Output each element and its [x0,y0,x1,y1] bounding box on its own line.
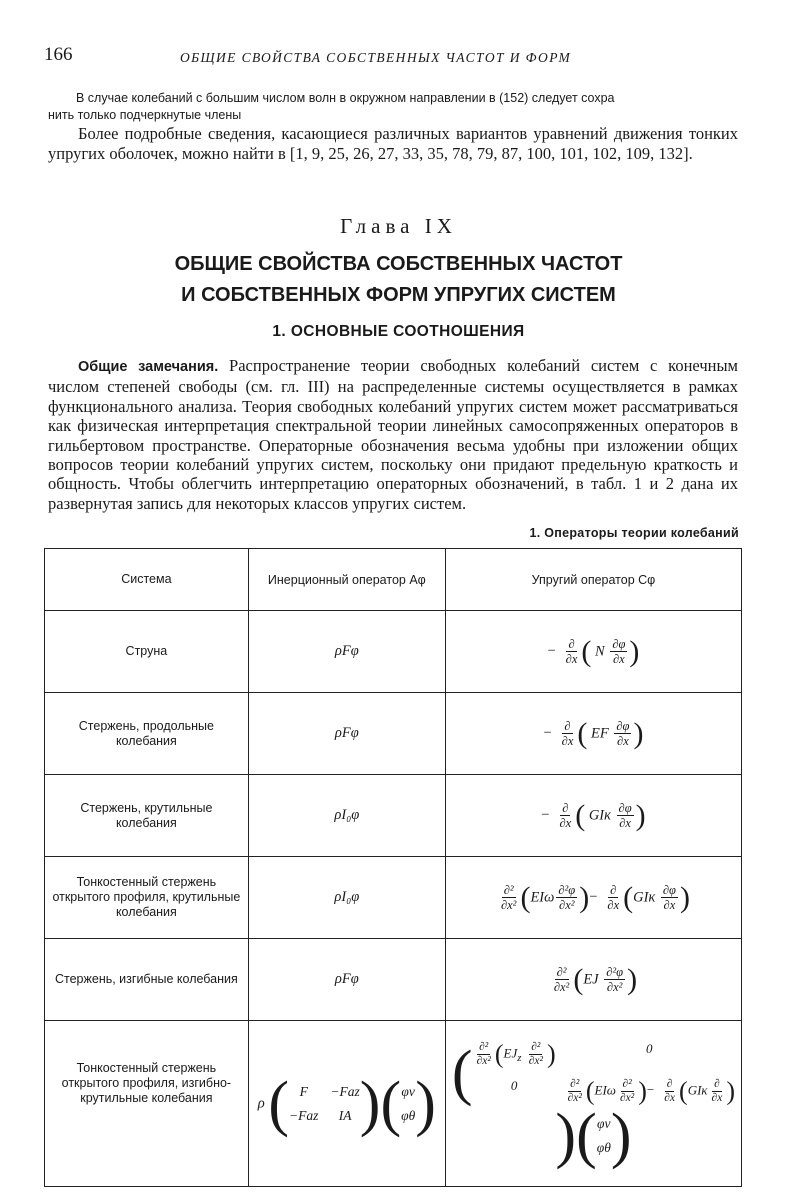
cell-elastic [445,939,741,1021]
coefficient: GIк [588,806,611,823]
frac-num: ∂²φ [558,883,576,897]
cell-inertial: ρFφ [248,939,445,1021]
footnote-line-2: нить только подчеркнутые члены [48,108,242,122]
matrix-close-paren: ) [555,1101,577,1170]
frac-den: ∂x [663,898,676,912]
rho-symbol: ρ [257,1094,265,1111]
frac-num: ∂ [562,801,569,815]
open-paren: ( [577,716,588,750]
cell-elastic [445,611,741,693]
open-paren: ( [494,1039,504,1068]
vector-cell: φv [401,1083,415,1099]
open-paren: ( [679,1076,688,1105]
close-paren: ) [635,798,646,832]
frac-den: ∂x [711,1091,723,1104]
header-inertial: Инерционный оператор Aφ [248,549,445,611]
matrix-cell: −Faz [289,1107,319,1123]
vector-cell: φv [597,1115,611,1131]
derivative-fraction [566,1078,584,1105]
frac-den: ∂x² [476,1054,491,1067]
derivative-fraction [605,883,621,912]
running-title: ОБЩИЕ СВОЙСТВА СОБСТВЕННЫХ ЧАСТОТ И ФОРМ [180,50,572,65]
frac-num: ∂² [622,1077,632,1090]
derivative-fraction [610,637,627,666]
matrix-cell [564,1078,735,1105]
matrix-cell: F [299,1083,308,1099]
frac-num: ∂ [610,883,617,897]
operators-table [44,548,742,1187]
open-paren: ( [623,880,634,914]
frac-num: ∂φ [662,883,676,897]
matrix-cell: IA [338,1107,352,1123]
frac-num: ∂φ [616,719,630,733]
frac-den: ∂x² [606,980,623,994]
matrix-open-paren: ( [268,1069,290,1138]
coefficient: EJ [583,970,599,987]
vector-close-paren: ) [610,1101,632,1170]
frac-num: ∂φ [612,637,626,651]
close-paren: ) [679,880,690,914]
paragraph-lead: Общие замечания. [78,359,219,375]
cell-system: Стержень, продольные колебания [45,693,249,775]
frac-den: ∂x² [567,1091,582,1104]
frac-den: ∂x² [528,1054,543,1067]
minus-sign: − [541,806,550,823]
derivative-fraction [618,1078,636,1105]
minus-sign: − [543,724,552,741]
frac-num: ∂ [564,719,571,733]
cell-system: Струна [45,611,249,693]
frac-den: ∂x [613,652,625,666]
coefficient: GIк [687,1081,708,1097]
cell-system: Тонкостенный стержень открытого профиля, изгибно-крутильные колебания [45,1021,249,1187]
frac-den: ∂x² [619,1091,635,1104]
frac-den: ∂x [565,652,578,666]
matrix-cell: 0 [646,1040,653,1056]
derivative-fraction [604,965,625,994]
frac-den: ∂x² [500,898,517,912]
frac-num: ∂ [568,637,575,651]
matrix-close-paren: ) [359,1069,381,1138]
section-title: 1. ОСНОВНЫЕ СООТНОШЕНИЯ [272,323,525,340]
open-paren: ( [585,1076,595,1105]
table-row [45,693,742,775]
paragraph-references: Более подробные сведения, касающиеся различных вариантов уравнений движения тонких упругих оболочек, можно найти в [1, 9, 25, 26, 27, 33, 35, 78, 79, 87, 100, 101, 102, 109, 132]. [48,124,738,163]
frac-den: ∂x [561,734,574,748]
cell-inertial: ρFφ [248,611,445,693]
minus-sign: − [646,1081,655,1097]
vector-cell: φθ [596,1139,611,1155]
paragraph-body: Распространение теории свободных колебаний систем с конечным числом степеней свободы (см. гл. III) на распределенные системы осуществляется в рамках функционального анализа. Теория свободных колебаний упругих систем может рассматриваться как физическая интерпретация спектральной теории линейных самосопряженных операторов в гильбертовом пространстве. Операторные обозначения весьма удобны при изложении общих вопросов теории колебаний упругих систем, поскольку они придают предельную краткость и общность. Чтобы облегчить интерпретацию операторных обозначений, в табл. 1 и 2 дана их развернутая запись для некоторых классов упругих систем. [48,356,738,513]
frac-den: ∂x² [559,898,575,912]
coefficient: EIω [530,888,555,905]
derivative-fraction [661,883,678,912]
inertia-matrix [289,1084,360,1124]
header-system: Система [45,549,249,611]
frac-den: ∂x [664,1091,676,1104]
frac-num: ∂² [556,965,567,979]
open-paren: ( [575,798,586,832]
chapter-label: Глава IX [340,214,457,238]
derivative-fraction [557,801,573,830]
cell-elastic [445,1021,741,1187]
cell-system: Стержень, изгибные колебания [45,939,249,1021]
minus-sign: − [547,642,556,659]
vector-close-paren: ) [415,1069,436,1138]
open-paren: ( [520,880,531,914]
state-vector [597,1116,611,1156]
derivative-fraction [617,801,634,830]
cell-inertial: ρFφ [248,693,445,775]
frac-num: ∂² [531,1040,541,1053]
footnote [48,90,746,124]
cell-inertial: ρI₀φ [248,775,445,857]
cell-inertial: ρI₀φ [248,857,445,939]
close-paren: ) [579,880,590,914]
table-row [45,857,742,939]
chapter-title [0,249,797,311]
matrix-open-paren: ( [451,1038,473,1107]
open-paren: ( [573,962,584,996]
table-caption: 1. Операторы теории колебаний [529,526,739,540]
close-paren: ) [638,1076,647,1105]
table-row [45,939,742,1021]
coefficient: EJ [503,1044,518,1060]
matrix-cell: $\frac{\text{∂²}}{\text{∂x²}}$ ($EJ_z$ $\frac{\text{∂²}}{\text{∂x²}}$ ) [476,1039,556,1068]
derivative-fraction [614,719,631,748]
page-number: 166 [44,44,73,65]
cell-elastic [445,775,741,857]
table-row [45,611,742,693]
derivative-fraction [662,1078,677,1105]
header-elastic: Упругий оператор Cφ [445,549,741,611]
close-paren: ) [633,716,644,750]
cell-elastic [445,693,741,775]
table-row [45,775,742,857]
derivative-fraction [499,883,518,912]
close-paren: ) [629,634,640,668]
frac-den: ∂x [617,734,629,748]
frac-den: ∂x² [553,980,570,994]
derivative-fraction [475,1041,493,1068]
derivative-fraction [710,1078,725,1105]
cell-system: Стержень, крутильные колебания [45,775,249,857]
frac-num: ∂ [714,1077,720,1090]
matrix-cell: 0 [510,1077,518,1093]
footnote-line-1: В случае колебаний с большим числом волн в окружном направлении в (152) следует сохра [76,91,615,105]
derivative-fraction [564,637,580,666]
open-paren: ( [581,634,592,668]
vector-open-paren: ( [576,1101,597,1170]
paragraph-general-remarks [48,356,738,513]
derivative-fraction [560,719,576,748]
derivative-fraction [552,965,571,994]
chapter-title-line-2: И СОБСТВЕННЫХ ФОРМ УПРУГИХ СИСТЕМ [181,284,616,306]
vector-cell: φθ [401,1107,416,1123]
table-header-row [45,549,742,611]
stiffness-matrix [473,1041,735,1105]
vector-open-paren: ( [380,1069,402,1138]
derivative-fraction [527,1041,545,1068]
cell-inertial [248,1021,445,1187]
minus-sign: − [589,888,598,905]
cell-system: Тонкостенный стержень открытого профиля, крутильные колебания [45,857,249,939]
frac-den: ∂x [559,816,572,830]
frac-num: ∂²φ [606,965,624,979]
close-paren: ) [627,962,638,996]
matrix-cell: −Faz [330,1083,360,1099]
frac-den: ∂x [619,816,631,830]
frac-num: ∂φ [618,801,632,815]
close-paren: ) [726,1076,735,1105]
derivative-fraction [556,883,577,912]
frac-num: ∂² [570,1077,580,1090]
coefficient: GIк [633,888,656,905]
coefficient: EF [591,724,609,741]
table-row [45,1021,742,1187]
frac-num: ∂² [503,883,514,897]
coefficient: EIω [594,1081,616,1097]
cell-elastic [445,857,741,939]
frac-den: ∂x [607,898,620,912]
close-paren: ) [546,1039,556,1068]
coefficient: N [595,642,605,659]
frac-num: ∂ [666,1077,673,1090]
state-vector [401,1084,415,1124]
frac-num: ∂² [479,1040,489,1053]
chapter-title-line-1: ОБЩИЕ СВОЙСТВА СОБСТВЕННЫХ ЧАСТОТ [174,253,623,275]
